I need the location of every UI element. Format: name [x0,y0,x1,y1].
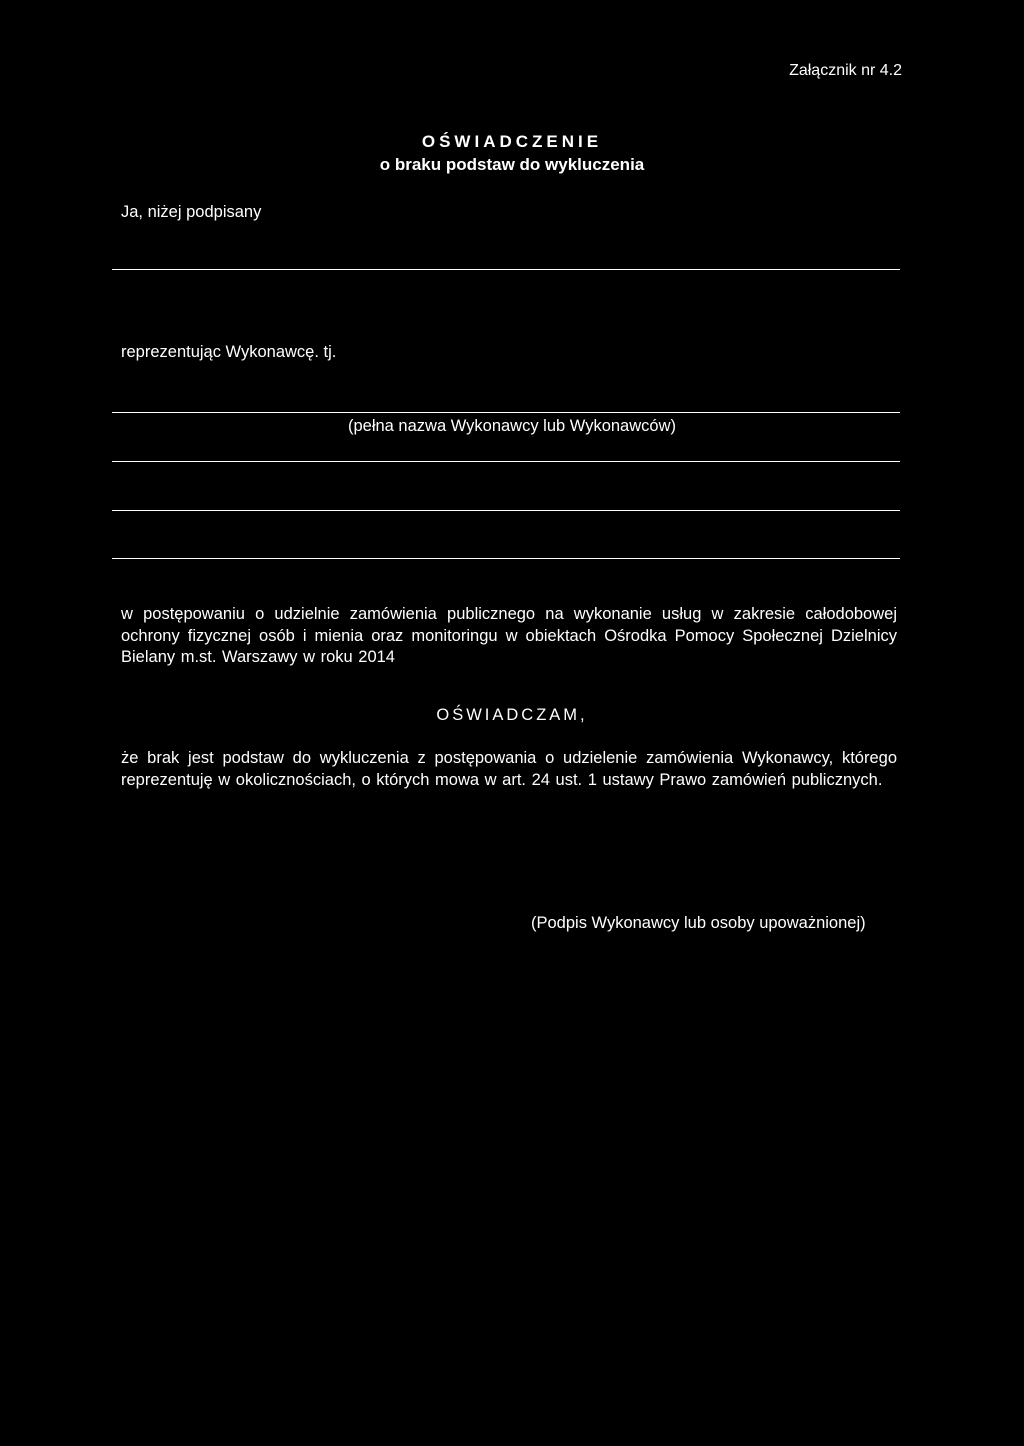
procedure-paragraph: w postępowaniu o udzielnie zamówienia publicznego na wykonanie usług w zakresie całodobowej ochrony fizycznej osób i mienia oraz monitoringu w obiektach Ośrodka Pomocy Społecznej Dzielnicy Bielany m.st. Warszawy w roku 2014 [121,605,897,666]
document-title [0,131,1024,177]
signer-intro: Ja, niżej podpisany [121,203,262,221]
contractor-name-caption: (pełna nazwa Wykonawcy lub Wykonawców) [347,417,676,435]
attachment-label: Załącznik nr 4.2 [789,62,902,79]
representing-label: reprezentując Wykonawcę. tj. [121,343,337,361]
title-subtitle: o braku podstaw do wykluczenia [379,155,645,174]
signer-name-line [112,269,900,270]
signature-caption: (Podpis Wykonawcy lub osoby upoważnionej) [531,914,866,932]
title-main: OŚWIADCZENIE [421,132,603,151]
contractor-name-line-1 [112,412,900,413]
contractor-name-line-3 [112,510,900,511]
contractor-name-line-2 [112,461,900,462]
contractor-name-line-4 [112,558,900,559]
declaration-heading: OŚWIADCZAM, [436,706,588,724]
declaration-paragraph: że brak jest podstaw do wykluczenia z postępowania o udzielenie zamówienia Wykonawcy, którego reprezentuję w okolicznościach, o których mowa w art. 24 ust. 1 ustawy Prawo zamówień publicznych. [121,749,897,789]
